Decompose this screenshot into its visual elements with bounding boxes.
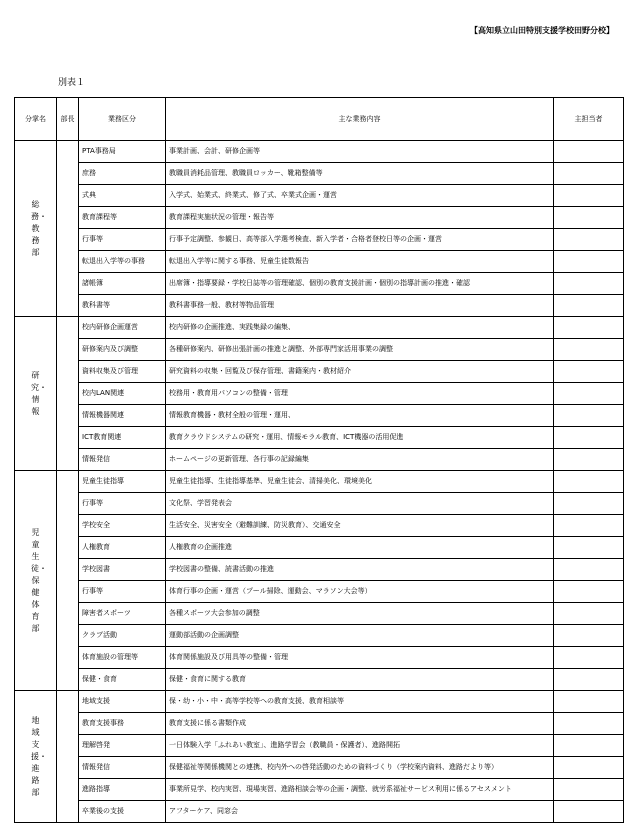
- owner-cell: [554, 405, 624, 427]
- table-row: [15, 691, 624, 713]
- owner-cell: [554, 141, 624, 163]
- table-row: [15, 317, 624, 339]
- division-head-cell: [57, 317, 79, 471]
- content-cell: 児童生徒指導、生徒指導基準、児童生徒会、清掃美化、環境美化: [166, 471, 554, 493]
- table-row: [15, 405, 624, 427]
- category-cell: 卒業後の支援: [79, 801, 166, 823]
- owner-cell: [554, 251, 624, 273]
- table-row: [15, 339, 624, 361]
- school-name: 【高知県立山田特別支援学校田野分校】: [470, 26, 614, 35]
- owner-cell: [554, 559, 624, 581]
- division-head-cell: [57, 471, 79, 691]
- table-row: [15, 779, 624, 801]
- table-row: [15, 647, 624, 669]
- category-cell: 式典: [79, 185, 166, 207]
- col-division: 分掌名: [15, 98, 57, 141]
- content-cell: 保健・食育に関する教育: [166, 669, 554, 691]
- category-cell: 諸帳簿: [79, 273, 166, 295]
- owner-cell: [554, 647, 624, 669]
- category-cell: 資料収集及び管理: [79, 361, 166, 383]
- division-name-cell: [15, 141, 57, 317]
- annex-label: 別表１: [58, 78, 86, 88]
- division-name: 総務・教務部: [31, 199, 47, 257]
- owner-cell: [554, 207, 624, 229]
- content-cell: 文化祭、学習発表会: [166, 493, 554, 515]
- content-cell: 保健福祉等関係機関との連携、校内外への啓発活動のための資料づくり（学校案内資料、進路だより等）: [166, 757, 554, 779]
- owner-cell: [554, 713, 624, 735]
- division-name: 児童生徒・保健体育部: [31, 527, 47, 633]
- owner-cell: [554, 735, 624, 757]
- table-row: [15, 471, 624, 493]
- owner-cell: [554, 493, 624, 515]
- table-row: [15, 273, 624, 295]
- owner-cell: [554, 317, 624, 339]
- table-row: [15, 185, 624, 207]
- category-cell: 庶務: [79, 163, 166, 185]
- content-cell: 教育支援に係る書類作成: [166, 713, 554, 735]
- owner-cell: [554, 383, 624, 405]
- content-cell: ホームページの更新管理、各行事の記録編集: [166, 449, 554, 471]
- content-cell: 教科書事務一般、教材等物品管理: [166, 295, 554, 317]
- owner-cell: [554, 779, 624, 801]
- category-cell: 理解啓発: [79, 735, 166, 757]
- owner-cell: [554, 625, 624, 647]
- owner-cell: [554, 801, 624, 823]
- table-row: [15, 383, 624, 405]
- category-cell: 情報機器関連: [79, 405, 166, 427]
- category-cell: 研修案内及び調整: [79, 339, 166, 361]
- content-cell: 教育課程実施状況の管理・報告等: [166, 207, 554, 229]
- category-cell: 校内研修企画運営: [79, 317, 166, 339]
- category-cell: 体育施設の管理等: [79, 647, 166, 669]
- division-name: 地域支援・進路部: [31, 715, 47, 797]
- category-cell: 校内LAN関連: [79, 383, 166, 405]
- division-head-cell: [57, 141, 79, 317]
- category-cell: 教科書等: [79, 295, 166, 317]
- header-row: [15, 98, 624, 141]
- division-head-cell: [57, 691, 79, 823]
- owner-cell: [554, 515, 624, 537]
- table-row: [15, 449, 624, 471]
- category-cell: 児童生徒指導: [79, 471, 166, 493]
- content-cell: 運動部活動の企画調整: [166, 625, 554, 647]
- division-name-cell: [15, 691, 57, 823]
- owner-cell: [554, 185, 624, 207]
- table-row: [15, 713, 624, 735]
- content-cell: 情報教育機器・教材全般の管理・運用、: [166, 405, 554, 427]
- category-cell: 行事等: [79, 581, 166, 603]
- owner-cell: [554, 471, 624, 493]
- col-content: 主な業務内容: [166, 98, 554, 141]
- table-row: [15, 493, 624, 515]
- category-cell: クラブ活動: [79, 625, 166, 647]
- content-cell: 人権教育の企画推進: [166, 537, 554, 559]
- content-cell: 教育クラウドシステムの研究・運用、情報モラル教育、ICT機器の活用促進: [166, 427, 554, 449]
- col-head: 部長: [57, 98, 79, 141]
- division-name-cell: [15, 471, 57, 691]
- owner-cell: [554, 581, 624, 603]
- category-cell: 人権教育: [79, 537, 166, 559]
- owner-cell: [554, 537, 624, 559]
- category-cell: 転退出入学等の事務: [79, 251, 166, 273]
- category-cell: 保健・食育: [79, 669, 166, 691]
- content-cell: 一日体験入学「ふれあい教室」、進路学習会（教職員・保護者）、進路開拓: [166, 735, 554, 757]
- table-row: [15, 251, 624, 273]
- owner-cell: [554, 757, 624, 779]
- content-cell: 事業計画、会計、研修企画等: [166, 141, 554, 163]
- table-row: [15, 669, 624, 691]
- content-cell: 体育行事の企画・運営（プール掃除、運動会、マラソン大会等）: [166, 581, 554, 603]
- table-row: [15, 515, 624, 537]
- table-row: [15, 559, 624, 581]
- category-cell: ICT教育関連: [79, 427, 166, 449]
- table-row: [15, 427, 624, 449]
- category-cell: 学校図書: [79, 559, 166, 581]
- table-row: [15, 735, 624, 757]
- owner-cell: [554, 361, 624, 383]
- content-cell: 校務用・教育用パソコンの整備・管理: [166, 383, 554, 405]
- category-cell: 教育課程等: [79, 207, 166, 229]
- col-category: 業務区分: [79, 98, 166, 141]
- category-cell: 行事等: [79, 229, 166, 251]
- owner-cell: [554, 339, 624, 361]
- content-cell: 保・幼・小・中・高等学校等への教育支援、教育相談等: [166, 691, 554, 713]
- table-row: [15, 207, 624, 229]
- table-row: [15, 757, 624, 779]
- content-cell: 学校図書の整備、読書活動の推進: [166, 559, 554, 581]
- content-cell: 各種スポーツ大会参加の調整: [166, 603, 554, 625]
- category-cell: 学校安全: [79, 515, 166, 537]
- content-cell: アフターケア、同窓会: [166, 801, 554, 823]
- category-cell: PTA事務局: [79, 141, 166, 163]
- content-cell: 校内研修の企画推進、実践集録の編集、: [166, 317, 554, 339]
- category-cell: 情報発信: [79, 449, 166, 471]
- category-cell: 教育支援事務: [79, 713, 166, 735]
- category-cell: 進路指導: [79, 779, 166, 801]
- table-row: [15, 537, 624, 559]
- table-row: [15, 141, 624, 163]
- content-cell: 転退出入学等に関する事務、児童生徒数報告: [166, 251, 554, 273]
- table-row: [15, 163, 624, 185]
- category-cell: 情報発信: [79, 757, 166, 779]
- content-cell: 出席簿・指導要録・学校日誌等の管理確認、個別の教育支援計画・個別の指導計画の推進・確認: [166, 273, 554, 295]
- table-row: [15, 229, 624, 251]
- content-cell: 体育関係施設及び用具等の整備・管理: [166, 647, 554, 669]
- content-cell: 行事予定調整、参観日、高等部入学選考検査、新入学者・合格者登校日等の企画・運営: [166, 229, 554, 251]
- division-name: 研究・情報: [31, 370, 47, 416]
- owner-cell: [554, 273, 624, 295]
- content-cell: 入学式、始業式、終業式、修了式、卒業式企画・運営: [166, 185, 554, 207]
- table-row: [15, 295, 624, 317]
- category-cell: 行事等: [79, 493, 166, 515]
- owner-cell: [554, 229, 624, 251]
- col-owner: 主担当者: [554, 98, 624, 141]
- content-cell: 生活安全、災害安全（避難訓練、防災教育）、交通安全: [166, 515, 554, 537]
- content-cell: 各種研修案内、研修出張計画の推進と調整、外部専門家活用事業の調整: [166, 339, 554, 361]
- owner-cell: [554, 163, 624, 185]
- owner-cell: [554, 669, 624, 691]
- owner-cell: [554, 603, 624, 625]
- table-row: [15, 603, 624, 625]
- duty-table: [14, 97, 624, 823]
- owner-cell: [554, 691, 624, 713]
- category-cell: 地域支援: [79, 691, 166, 713]
- table-row: [15, 801, 624, 823]
- content-cell: 研究資料の収集・回覧及び保存管理、書籍案内・教材紹介: [166, 361, 554, 383]
- category-cell: 障害者スポーツ: [79, 603, 166, 625]
- content-cell: 教職員消耗品管理、教職員ロッカー、靴箱整備等: [166, 163, 554, 185]
- table-row: [15, 581, 624, 603]
- owner-cell: [554, 295, 624, 317]
- owner-cell: [554, 427, 624, 449]
- owner-cell: [554, 449, 624, 471]
- table-row: [15, 361, 624, 383]
- table-row: [15, 625, 624, 647]
- division-name-cell: [15, 317, 57, 471]
- content-cell: 事業所見学、校内実習、現場実習、進路相談会等の企画・調整、就労系福祉サービス利用に係るアセスメント: [166, 779, 554, 801]
